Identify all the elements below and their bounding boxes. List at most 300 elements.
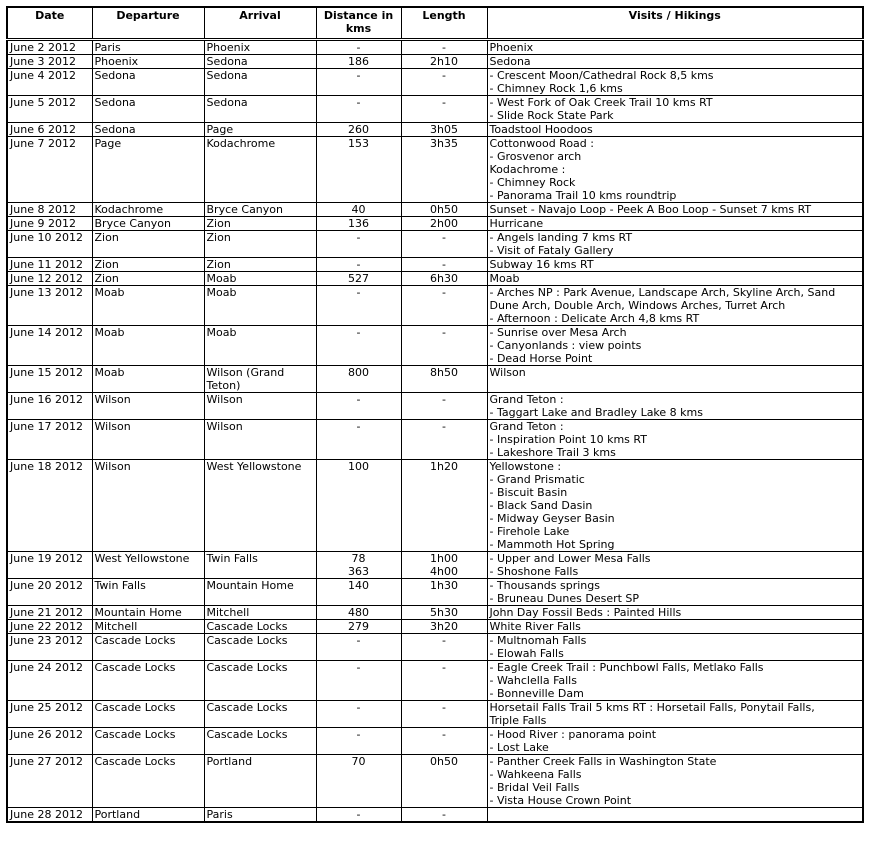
arrival-cell-line: Cascade Locks [206, 700, 288, 714]
table-row [7, 365, 863, 392]
length-cell-line: 1h00 [430, 551, 458, 565]
visits-cell [487, 271, 863, 285]
distance-cell-line: 800 [348, 365, 369, 379]
departure-cell: Wilson [92, 392, 204, 419]
visits-cell [487, 807, 863, 822]
distance-cell-line: 480 [348, 605, 369, 619]
date-cell: June 22 2012 [7, 619, 92, 633]
distance-cell [316, 700, 401, 727]
visits-cell-line: - Black Sand Dasin [489, 498, 593, 512]
visits-cell-line: Grand Teton : [489, 392, 564, 406]
visits-cell-line: Toadstool Hoodoos [489, 122, 593, 136]
arrival-cell [204, 392, 316, 419]
date-cell: June 28 2012 [7, 807, 92, 822]
arrival-cell-line: Cascade Locks [206, 619, 288, 633]
arrival-cell-line: Paris [206, 807, 233, 821]
table-row [7, 325, 863, 365]
distance-cell [316, 122, 401, 136]
table-row [7, 807, 863, 822]
visits-cell-line: - Lost Lake [489, 740, 549, 754]
visits-cell-line: - Wahkeena Falls [489, 767, 582, 781]
departure-cell: Kodachrome [92, 202, 204, 216]
arrival-cell-line: Sedona [206, 54, 248, 68]
visits-cell [487, 39, 863, 54]
distance-cell [316, 216, 401, 230]
length-cell [401, 54, 487, 68]
length-cell [401, 660, 487, 700]
length-cell [401, 392, 487, 419]
visits-cell-line: Sedona [489, 54, 531, 68]
visits-cell-line: - Upper and Lower Mesa Falls [489, 551, 651, 565]
visits-cell-line: - Panther Creek Falls in Washington State [489, 754, 717, 768]
visits-cell-line: - Lakeshore Trail 3 kms [489, 445, 616, 459]
visits-cell [487, 122, 863, 136]
arrival-cell [204, 459, 316, 551]
table-row [7, 551, 863, 578]
table-row [7, 392, 863, 419]
date-cell: June 18 2012 [7, 459, 92, 551]
header-departure: Departure [92, 7, 204, 39]
length-cell [401, 325, 487, 365]
visits-cell-line: - Bonneville Dam [489, 686, 584, 700]
length-cell [401, 68, 487, 95]
arrival-cell [204, 551, 316, 578]
visits-cell-line: - Firehole Lake [489, 524, 570, 538]
distance-cell [316, 605, 401, 619]
departure-cell: Page [92, 136, 204, 202]
visits-cell-line: Phoenix [489, 40, 534, 54]
arrival-cell-line: Wilson [206, 392, 243, 406]
arrival-cell-line: Twin Falls [206, 551, 258, 565]
date-cell: June 4 2012 [7, 68, 92, 95]
departure-cell: Wilson [92, 459, 204, 551]
arrival-cell [204, 68, 316, 95]
visits-cell [487, 230, 863, 257]
length-cell [401, 230, 487, 257]
visits-cell-line: White River Falls [489, 619, 581, 633]
visits-cell-line: - Thousands springs [489, 578, 600, 592]
table-header [7, 7, 863, 39]
visits-cell-line: - Vista House Crown Point [489, 793, 632, 807]
visits-cell [487, 619, 863, 633]
date-cell: June 5 2012 [7, 95, 92, 122]
date-cell: June 11 2012 [7, 257, 92, 271]
length-cell-line: 8h50 [430, 365, 458, 379]
distance-cell [316, 325, 401, 365]
arrival-cell [204, 136, 316, 202]
distance-cell [316, 727, 401, 754]
departure-cell: Sedona [92, 95, 204, 122]
length-cell [401, 578, 487, 605]
distance-cell [316, 68, 401, 95]
length-cell-line: - [442, 700, 446, 714]
departure-cell: Bryce Canyon [92, 216, 204, 230]
arrival-cell [204, 754, 316, 807]
visits-cell-line: - Grand Prismatic [489, 472, 585, 486]
length-cell [401, 619, 487, 633]
arrival-cell-line: Zion [206, 230, 231, 244]
table-row [7, 700, 863, 727]
length-cell-line: - [442, 392, 446, 406]
departure-cell: Cascade Locks [92, 660, 204, 700]
distance-cell [316, 392, 401, 419]
visits-cell [487, 95, 863, 122]
date-cell: June 15 2012 [7, 365, 92, 392]
header-date: Date [7, 7, 92, 39]
visits-cell-line: - Hood River : panorama point [489, 727, 657, 741]
visits-cell [487, 419, 863, 459]
distance-cell [316, 202, 401, 216]
visits-cell-line: Kodachrome : [489, 162, 566, 176]
distance-cell-line: - [356, 68, 361, 82]
arrival-cell [204, 578, 316, 605]
length-cell-line: - [442, 95, 446, 109]
date-cell: June 12 2012 [7, 271, 92, 285]
arrival-cell-line: Moab [206, 325, 237, 339]
distance-cell-line: - [356, 257, 361, 271]
distance-cell-line: 527 [348, 271, 369, 285]
length-cell-line: - [442, 68, 446, 82]
distance-cell-line: 40 [351, 202, 366, 216]
header-row [7, 7, 863, 39]
distance-cell [316, 754, 401, 807]
visits-cell [487, 257, 863, 271]
length-cell [401, 605, 487, 619]
visits-cell-line: - West Fork of Oak Creek Trail 10 kms RT [489, 95, 713, 109]
visits-cell-line: Moab [489, 271, 520, 285]
arrival-cell-line: Moab [206, 285, 237, 299]
distance-cell-line: - [356, 95, 361, 109]
visits-cell [487, 700, 863, 727]
departure-cell: Moab [92, 365, 204, 392]
distance-cell-line: - [356, 807, 361, 821]
distance-cell-line: - [356, 285, 361, 299]
date-cell: June 26 2012 [7, 727, 92, 754]
distance-cell [316, 551, 401, 578]
visits-cell-line: Horsetail Falls Trail 5 kms RT : Horsetail Falls, Ponytail Falls, [489, 700, 815, 714]
visits-cell-line: - Midway Geyser Basin [489, 511, 615, 525]
visits-cell-line: - Chimney Rock [489, 175, 576, 189]
visits-cell [487, 365, 863, 392]
arrival-cell-line: Portland [206, 754, 253, 768]
distance-cell-line: - [356, 325, 361, 339]
visits-cell-line: Grand Teton : [489, 419, 564, 433]
distance-cell-line: 153 [348, 136, 369, 150]
distance-cell [316, 285, 401, 325]
date-cell: June 24 2012 [7, 660, 92, 700]
visits-cell [487, 459, 863, 551]
visits-cell-line: Wilson [489, 365, 526, 379]
arrival-cell [204, 807, 316, 822]
table-row [7, 68, 863, 95]
arrival-cell-line: Mitchell [206, 605, 250, 619]
table-row [7, 660, 863, 700]
length-cell-line: - [442, 660, 446, 674]
arrival-cell [204, 619, 316, 633]
distance-cell-line: - [356, 727, 361, 741]
departure-cell: Zion [92, 230, 204, 257]
table-row [7, 754, 863, 807]
distance-cell-line: 140 [348, 578, 369, 592]
date-cell: June 14 2012 [7, 325, 92, 365]
table-row [7, 727, 863, 754]
distance-cell [316, 136, 401, 202]
visits-cell-line: - Afternoon : Delicate Arch 4,8 kms RT [489, 311, 700, 325]
table-row [7, 216, 863, 230]
table-row [7, 95, 863, 122]
distance-cell-line: - [356, 392, 361, 406]
table-body [7, 39, 863, 822]
departure-cell: Twin Falls [92, 578, 204, 605]
visits-cell [487, 578, 863, 605]
distance-cell-line: - [356, 230, 361, 244]
departure-cell: Cascade Locks [92, 727, 204, 754]
distance-cell [316, 459, 401, 551]
departure-cell: Wilson [92, 419, 204, 459]
arrival-cell-line: Moab [206, 271, 237, 285]
distance-cell-line: - [356, 660, 361, 674]
arrival-cell-line: Kodachrome [206, 136, 276, 150]
visits-cell-line: - Panorama Trail 10 kms roundtrip [489, 188, 677, 202]
length-cell-line: - [442, 419, 446, 433]
arrival-cell-line: Zion [206, 257, 231, 271]
header-arrival: Arrival [204, 7, 316, 39]
date-cell: June 9 2012 [7, 216, 92, 230]
arrival-cell [204, 216, 316, 230]
date-cell: June 19 2012 [7, 551, 92, 578]
length-cell-line: - [442, 40, 446, 54]
table-row [7, 39, 863, 54]
length-cell [401, 754, 487, 807]
length-cell [401, 365, 487, 392]
length-cell [401, 216, 487, 230]
distance-cell-line: 100 [348, 459, 369, 473]
date-cell: June 10 2012 [7, 230, 92, 257]
arrival-cell-line: Cascade Locks [206, 633, 288, 647]
distance-cell-line: - [356, 700, 361, 714]
visits-cell-line: - Multnomah Falls [489, 633, 587, 647]
distance-cell [316, 807, 401, 822]
length-cell-line: 2h10 [430, 54, 458, 68]
table-row [7, 285, 863, 325]
length-cell [401, 95, 487, 122]
length-cell-line: - [442, 727, 446, 741]
date-cell: June 8 2012 [7, 202, 92, 216]
arrival-cell-line: Teton) [206, 378, 241, 392]
visits-cell [487, 660, 863, 700]
departure-cell: Phoenix [92, 54, 204, 68]
arrival-cell [204, 605, 316, 619]
visits-cell-line: - Bridal Veil Falls [489, 780, 580, 794]
distance-cell [316, 230, 401, 257]
arrival-cell-line: Sedona [206, 95, 248, 109]
departure-cell: Moab [92, 325, 204, 365]
date-cell: June 25 2012 [7, 700, 92, 727]
arrival-cell-line: Cascade Locks [206, 727, 288, 741]
arrival-cell [204, 285, 316, 325]
visits-cell-line: - Biscuit Basin [489, 485, 568, 499]
trip-itinerary-table [6, 6, 864, 823]
date-cell: June 7 2012 [7, 136, 92, 202]
length-cell [401, 285, 487, 325]
arrival-cell-line: Wilson [206, 419, 243, 433]
length-cell-line: 1h20 [430, 459, 458, 473]
length-cell-line: 3h05 [430, 122, 458, 136]
length-cell [401, 202, 487, 216]
visits-cell-line: - Slide Rock State Park [489, 108, 614, 122]
length-cell-line: - [442, 633, 446, 647]
date-cell: June 6 2012 [7, 122, 92, 136]
visits-cell [487, 68, 863, 95]
visits-cell [487, 136, 863, 202]
date-cell: June 23 2012 [7, 633, 92, 660]
length-cell-line: 1h30 [430, 578, 458, 592]
arrival-cell [204, 700, 316, 727]
date-cell: June 3 2012 [7, 54, 92, 68]
visits-cell-line: Cottonwood Road : [489, 136, 594, 150]
distance-cell [316, 257, 401, 271]
arrival-cell [204, 727, 316, 754]
distance-cell [316, 365, 401, 392]
distance-cell-line: 78 [351, 551, 366, 565]
visits-cell-line: John Day Fossil Beds : Painted Hills [489, 605, 682, 619]
arrival-cell-line: Zion [206, 216, 231, 230]
visits-cell-line: - Bruneau Dunes Desert SP [489, 591, 640, 605]
departure-cell: Portland [92, 807, 204, 822]
visits-cell-line: - Angels landing 7 kms RT [489, 230, 633, 244]
arrival-cell-line: Page [206, 122, 234, 136]
departure-cell: Sedona [92, 122, 204, 136]
length-cell [401, 727, 487, 754]
visits-cell-line: - Elowah Falls [489, 646, 564, 660]
visits-cell-line: - Shoshone Falls [489, 564, 579, 578]
date-cell: June 16 2012 [7, 392, 92, 419]
header-length: Length [401, 7, 487, 39]
visits-cell-line: Dune Arch, Double Arch, Windows Arches, Turret Arch [489, 298, 786, 312]
arrival-cell-line: Cascade Locks [206, 660, 288, 674]
arrival-cell [204, 257, 316, 271]
date-cell: June 21 2012 [7, 605, 92, 619]
visits-cell-line: Triple Falls [489, 713, 547, 727]
arrival-cell-line: Wilson (Grand [206, 365, 285, 379]
distance-cell [316, 633, 401, 660]
distance-cell-line: 186 [348, 54, 369, 68]
distance-cell-line: - [356, 419, 361, 433]
distance-cell-line: 279 [348, 619, 369, 633]
length-cell-line: - [442, 230, 446, 244]
visits-cell-line: Yellowstone : [489, 459, 562, 473]
visits-cell-line: Hurricane [489, 216, 544, 230]
visits-cell-line: - Taggart Lake and Bradley Lake 8 kms [489, 405, 703, 419]
visits-cell-line: - Crescent Moon/Cathedral Rock 8,5 kms [489, 68, 714, 82]
arrival-cell [204, 95, 316, 122]
length-cell-line: 0h50 [430, 754, 458, 768]
date-cell: June 27 2012 [7, 754, 92, 807]
visits-cell-line: - Sunrise over Mesa Arch [489, 325, 627, 339]
visits-cell-line: - Mammoth Hot Spring [489, 537, 615, 551]
header-distance: Distance in kms [316, 7, 401, 39]
arrival-cell [204, 54, 316, 68]
length-cell-line: - [442, 285, 446, 299]
date-cell: June 20 2012 [7, 578, 92, 605]
length-cell [401, 257, 487, 271]
visits-cell [487, 605, 863, 619]
length-cell-line: 6h30 [430, 271, 458, 285]
visits-cell-line: - Canyonlands : view points [489, 338, 642, 352]
visits-cell-line: Subway 16 kms RT [489, 257, 594, 271]
distance-cell-line: - [356, 633, 361, 647]
length-cell [401, 419, 487, 459]
length-cell-line: - [442, 257, 446, 271]
distance-cell-line: 70 [351, 754, 366, 768]
arrival-cell [204, 271, 316, 285]
distance-cell [316, 271, 401, 285]
arrival-cell-line: Bryce Canyon [206, 202, 283, 216]
distance-cell-line: - [356, 40, 361, 54]
distance-cell [316, 619, 401, 633]
length-cell [401, 122, 487, 136]
table-row [7, 122, 863, 136]
date-cell: June 2 2012 [7, 39, 92, 54]
departure-cell: Sedona [92, 68, 204, 95]
length-cell [401, 136, 487, 202]
visits-cell-line: - Inspiration Point 10 kms RT [489, 432, 647, 446]
distance-cell [316, 95, 401, 122]
distance-cell-line: 363 [348, 564, 369, 578]
visits-cell [487, 551, 863, 578]
table-row [7, 230, 863, 257]
header-visits: Visits / Hikings [487, 7, 863, 39]
length-cell [401, 551, 487, 578]
length-cell-line: 3h35 [430, 136, 458, 150]
table-row [7, 605, 863, 619]
date-cell: June 17 2012 [7, 419, 92, 459]
length-cell [401, 807, 487, 822]
visits-cell [487, 727, 863, 754]
visits-cell [487, 392, 863, 419]
length-cell [401, 700, 487, 727]
departure-cell: Zion [92, 271, 204, 285]
visits-cell-line: - Dead Horse Point [489, 351, 593, 365]
departure-cell: Paris [92, 39, 204, 54]
visits-cell [487, 285, 863, 325]
arrival-cell [204, 39, 316, 54]
visits-cell-line: - Visit of Fataly Gallery [489, 243, 614, 257]
distance-cell [316, 54, 401, 68]
departure-cell: Zion [92, 257, 204, 271]
table-row [7, 257, 863, 271]
arrival-cell-line: West Yellowstone [206, 459, 302, 473]
distance-cell [316, 660, 401, 700]
arrival-cell [204, 122, 316, 136]
length-cell-line: 5h30 [430, 605, 458, 619]
table-row [7, 136, 863, 202]
distance-cell-line: 136 [348, 216, 369, 230]
departure-cell: Moab [92, 285, 204, 325]
table-row [7, 633, 863, 660]
visits-cell [487, 325, 863, 365]
visits-cell [487, 633, 863, 660]
visits-cell-line: - Eagle Creek Trail : Punchbowl Falls, Metlako Falls [489, 660, 764, 674]
arrival-cell [204, 365, 316, 392]
date-cell: June 13 2012 [7, 285, 92, 325]
table-row [7, 202, 863, 216]
length-cell-line: - [442, 325, 446, 339]
table-row [7, 459, 863, 551]
departure-cell: Mitchell [92, 619, 204, 633]
visits-cell-line: - Chimney Rock 1,6 kms [489, 81, 623, 95]
length-cell-line: - [442, 807, 446, 821]
